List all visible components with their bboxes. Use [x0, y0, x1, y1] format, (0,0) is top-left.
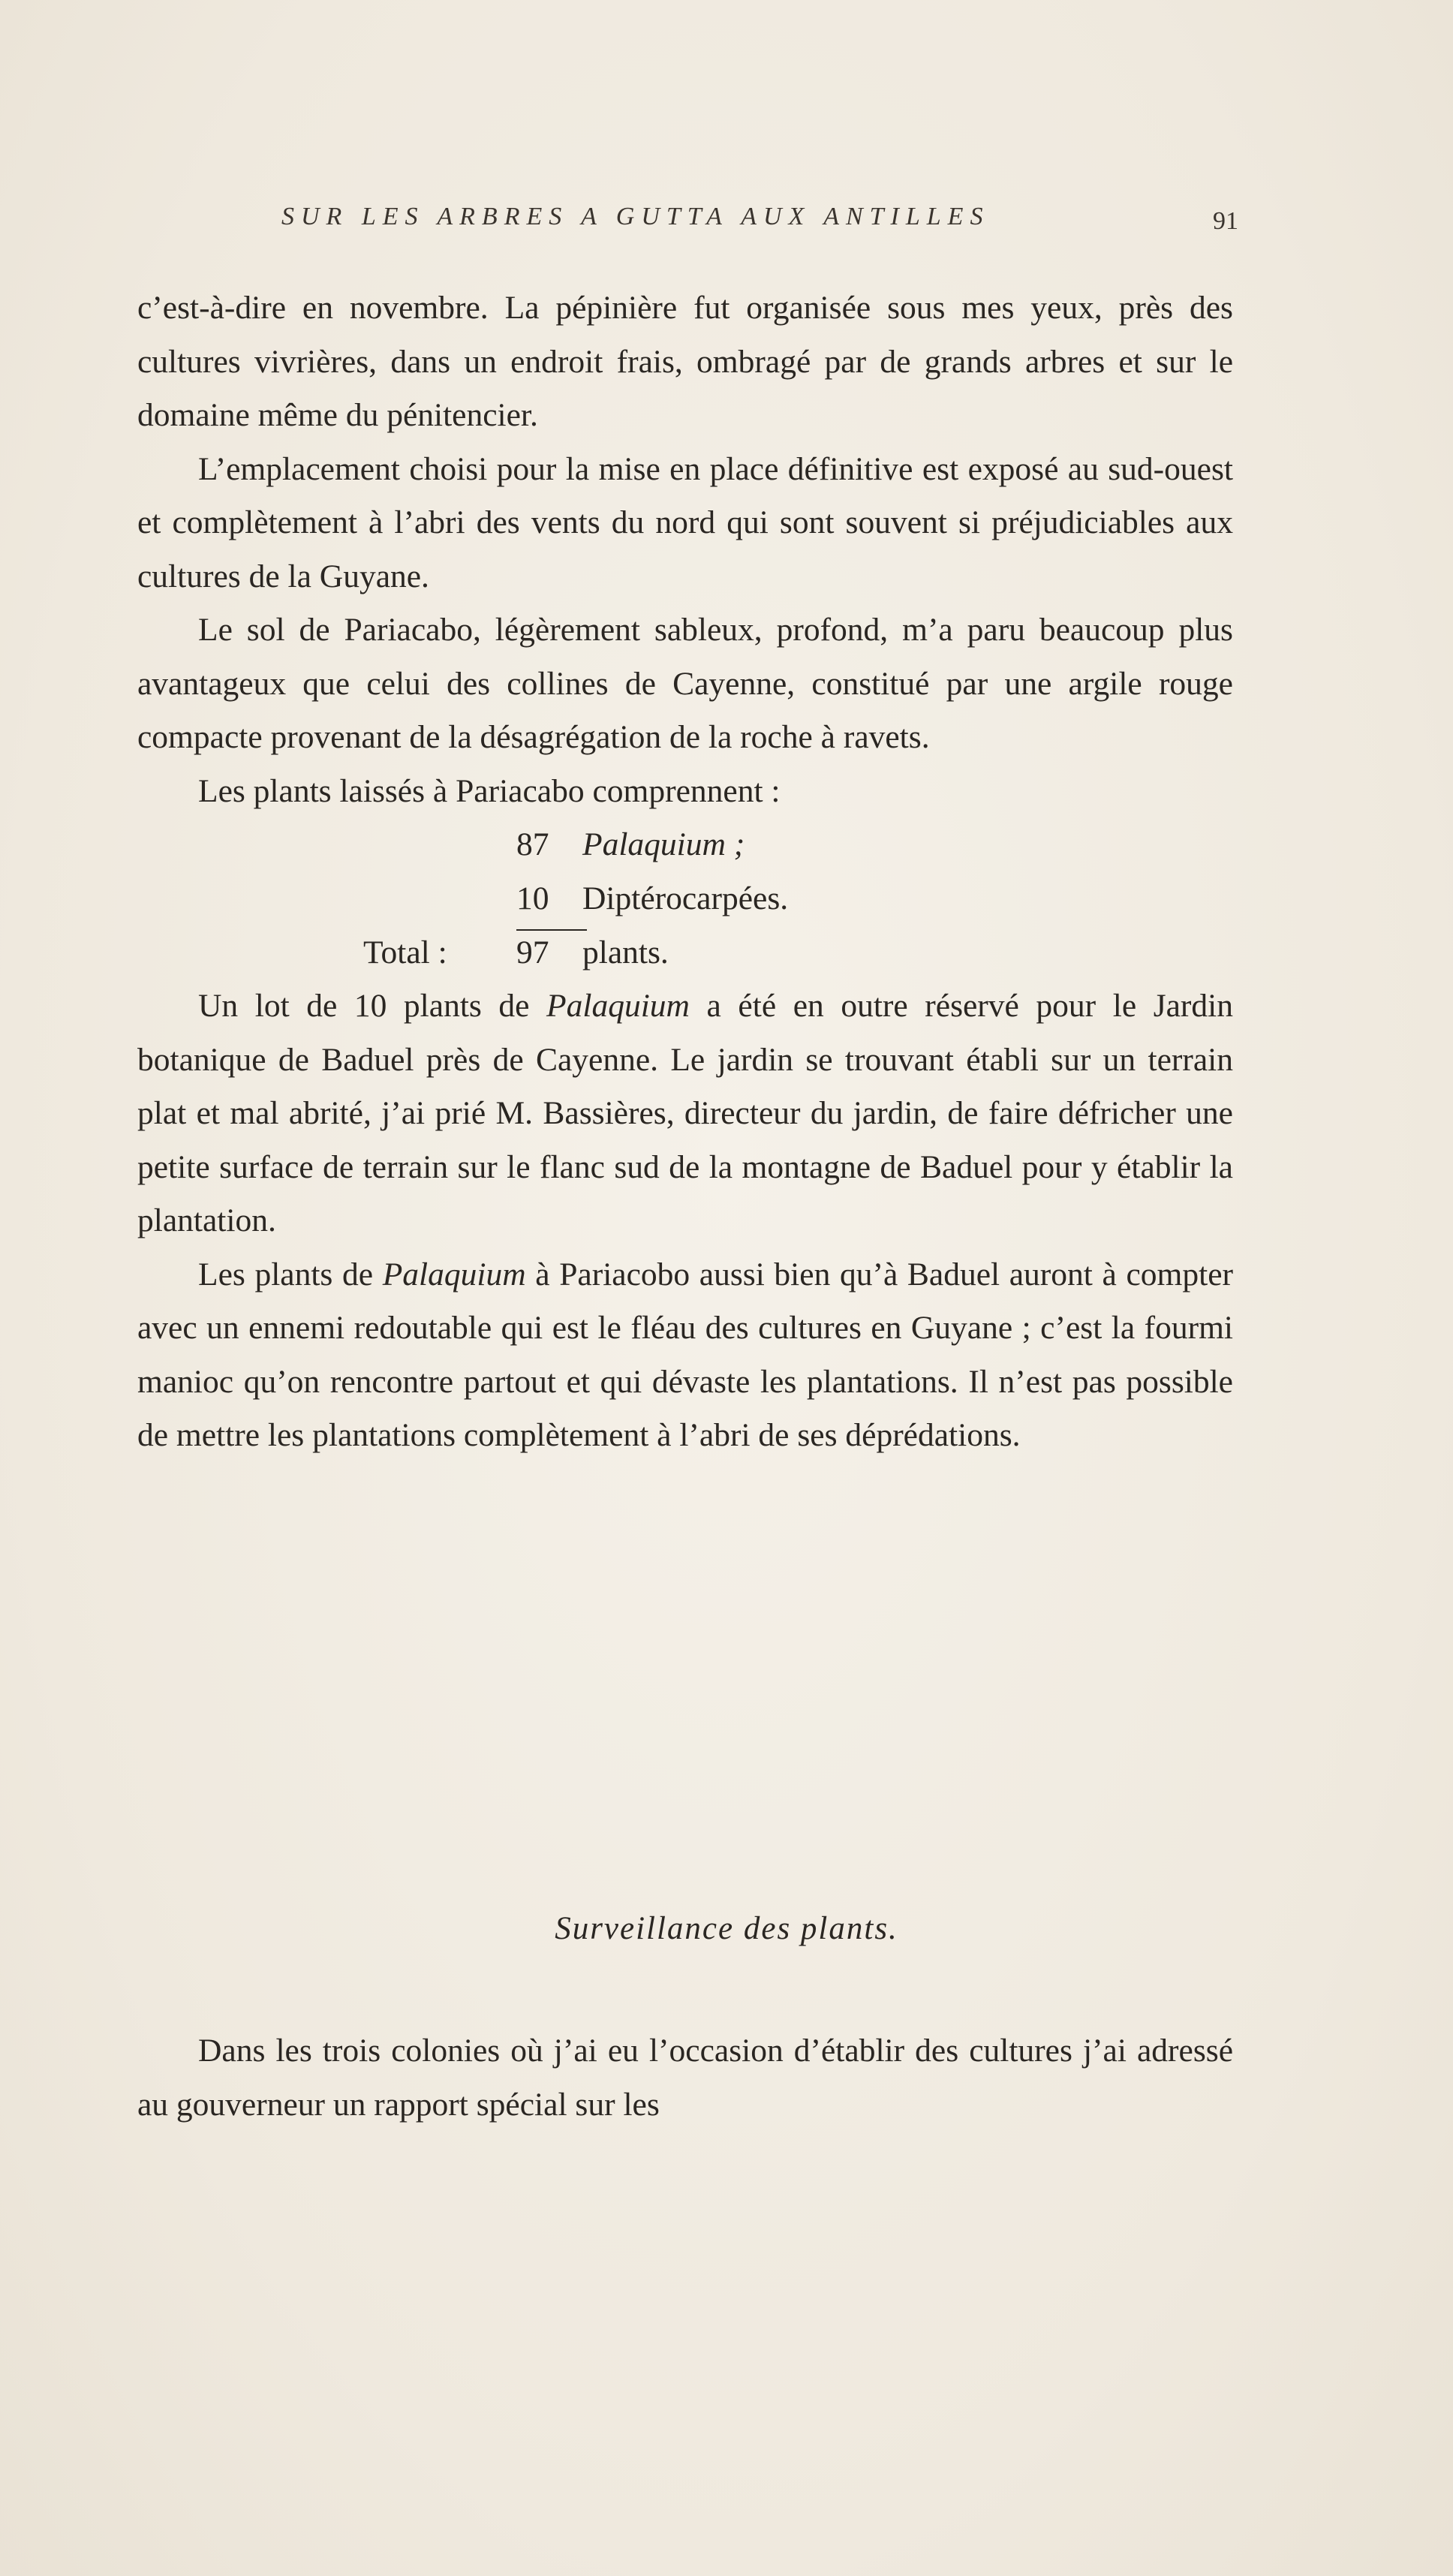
paragraph: c’est-à-dire en novembre. La pépinière fut organisée sous mes yeux, près des cultures vivrières, dans un endroit frais, ombragé par de grands arbres et sur le domaine même du pénitencier.	[137, 290, 1233, 433]
paragraph	[137, 980, 1233, 1248]
paragraph-text: à Pariacobo aussi bien qu’à Baduel auront à compter avec un ennemi redoutable qui est le fléau des cultures en Guyane ; c’est la fourmi manioc qu’on rencontre partout et qui dévaste les plantations. Il n’est pas possible de mettre les plantations complètement à l’abri de ses déprédations.	[137, 1256, 1233, 1453]
taxon-name: Palaquium	[546, 988, 690, 1024]
list-item	[516, 818, 745, 872]
paragraph-text: Un lot de 10 plants de	[198, 988, 547, 1024]
section-heading: Surveillance des plants.	[555, 1911, 898, 1946]
plant-list	[137, 818, 1233, 980]
main-text	[137, 281, 1233, 1463]
paragraph: Dans les trois colonies où j’ai eu l’occasion d’établir des cultures j’ai adressé au gouverneur un rapport spécial sur les	[137, 2033, 1233, 2123]
paragraph-text: a été en outre réservé pour le Jardin botanique de Baduel près de Cayenne. Le jardin se trouvant établi sur un terrain plat et mal abrité, j’ai prié M. Bassières, directeur du jardin, de faire défricher une petite surface de terrain sur le flanc sud de la montagne de Baduel pour y établir la plantation.	[137, 988, 1234, 1238]
running-title: SUR LES ARBRES A GUTTA AUX ANTILLES	[281, 203, 990, 230]
paragraph: L’emplacement choisi pour la mise en place définitive est exposé au sud-ouest et complètement à l’abri des vents du nord qui sont souvent si préjudiciables aux cultures de la Guyane.	[137, 450, 1233, 594]
plant-count: 10	[516, 880, 549, 916]
paragraph: Les plants laissés à Pariacabo comprennent :	[198, 772, 781, 809]
paragraph: Le sol de Pariacabo, légèrement sableux, profond, m’a paru beaucoup plus avantageux que celui des collines de Cayenne, constitué par une argile rouge compacte provenant de la désagrégation de la roche à ravets.	[137, 612, 1233, 755]
plant-name: Diptérocarpées.	[582, 880, 789, 916]
paragraph-text: Les plants de	[198, 1256, 383, 1293]
total-label: Total :	[363, 934, 447, 971]
total-count: 97	[516, 934, 549, 971]
total-unit: plants.	[582, 934, 669, 971]
list-total	[363, 926, 669, 980]
plant-name: Palaquium ;	[582, 826, 745, 862]
taxon-name: Palaquium	[382, 1256, 526, 1293]
page-header	[135, 203, 1238, 248]
paragraph	[137, 1248, 1233, 1463]
section-text	[137, 2024, 1233, 2132]
list-item	[516, 872, 788, 926]
plant-count: 87	[516, 826, 549, 862]
page-number: 91	[1213, 207, 1238, 235]
